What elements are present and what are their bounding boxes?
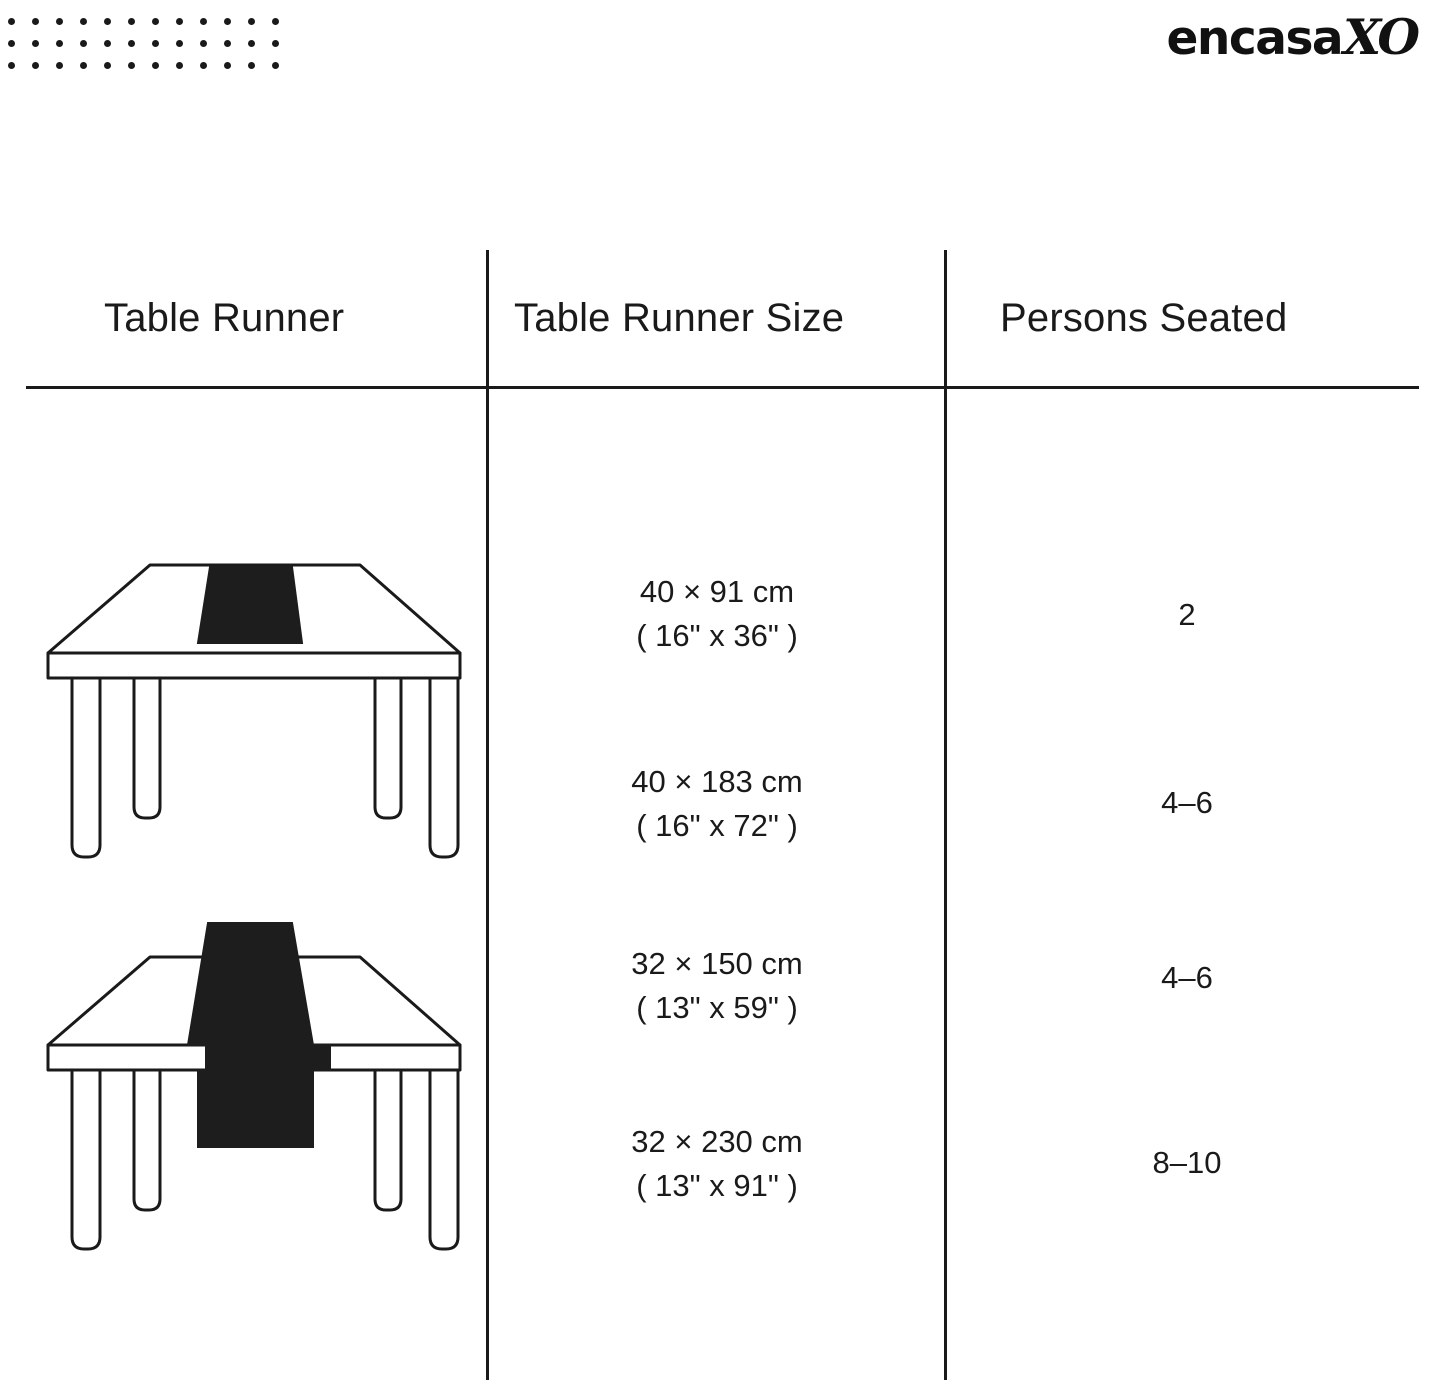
size-imperial: ( 16" x 36" ): [636, 618, 798, 653]
size-metric: 40 × 183 cm: [631, 764, 803, 799]
size-metric: 32 × 230 cm: [631, 1124, 803, 1159]
size-imperial: ( 13" x 59" ): [636, 990, 798, 1025]
persons-seated-value: 8–10: [1152, 1145, 1222, 1180]
column-divider-2: [944, 250, 947, 1380]
brand-name: encasa: [1166, 11, 1343, 66]
persons-seated-value: 4–6: [1161, 785, 1213, 820]
size-imperial: ( 16" x 72" ): [636, 808, 798, 843]
column-header-table-runner: Table Runner: [104, 296, 345, 340]
table-row: [497, 570, 937, 658]
persons-seated-value: 4–6: [1161, 960, 1213, 995]
column-header-persons-seated: Persons Seated: [1000, 296, 1288, 340]
illustration-table-short-runner: [30, 545, 480, 880]
table-row: [497, 1120, 937, 1208]
size-imperial: ( 13" x 91" ): [636, 1168, 798, 1203]
size-metric: 40 × 91 cm: [639, 574, 795, 609]
table-row: [497, 760, 937, 848]
persons-seated-value: 2: [1178, 597, 1196, 632]
header-divider: [26, 386, 1419, 389]
table-row: [497, 942, 937, 1030]
column-header-table-runner-size: Table Runner Size: [514, 296, 845, 340]
column-divider-1: [486, 250, 489, 1380]
brand-mark: XO: [1343, 8, 1417, 66]
illustration-table-long-runner: [30, 915, 480, 1300]
size-metric: 32 × 150 cm: [631, 946, 803, 981]
